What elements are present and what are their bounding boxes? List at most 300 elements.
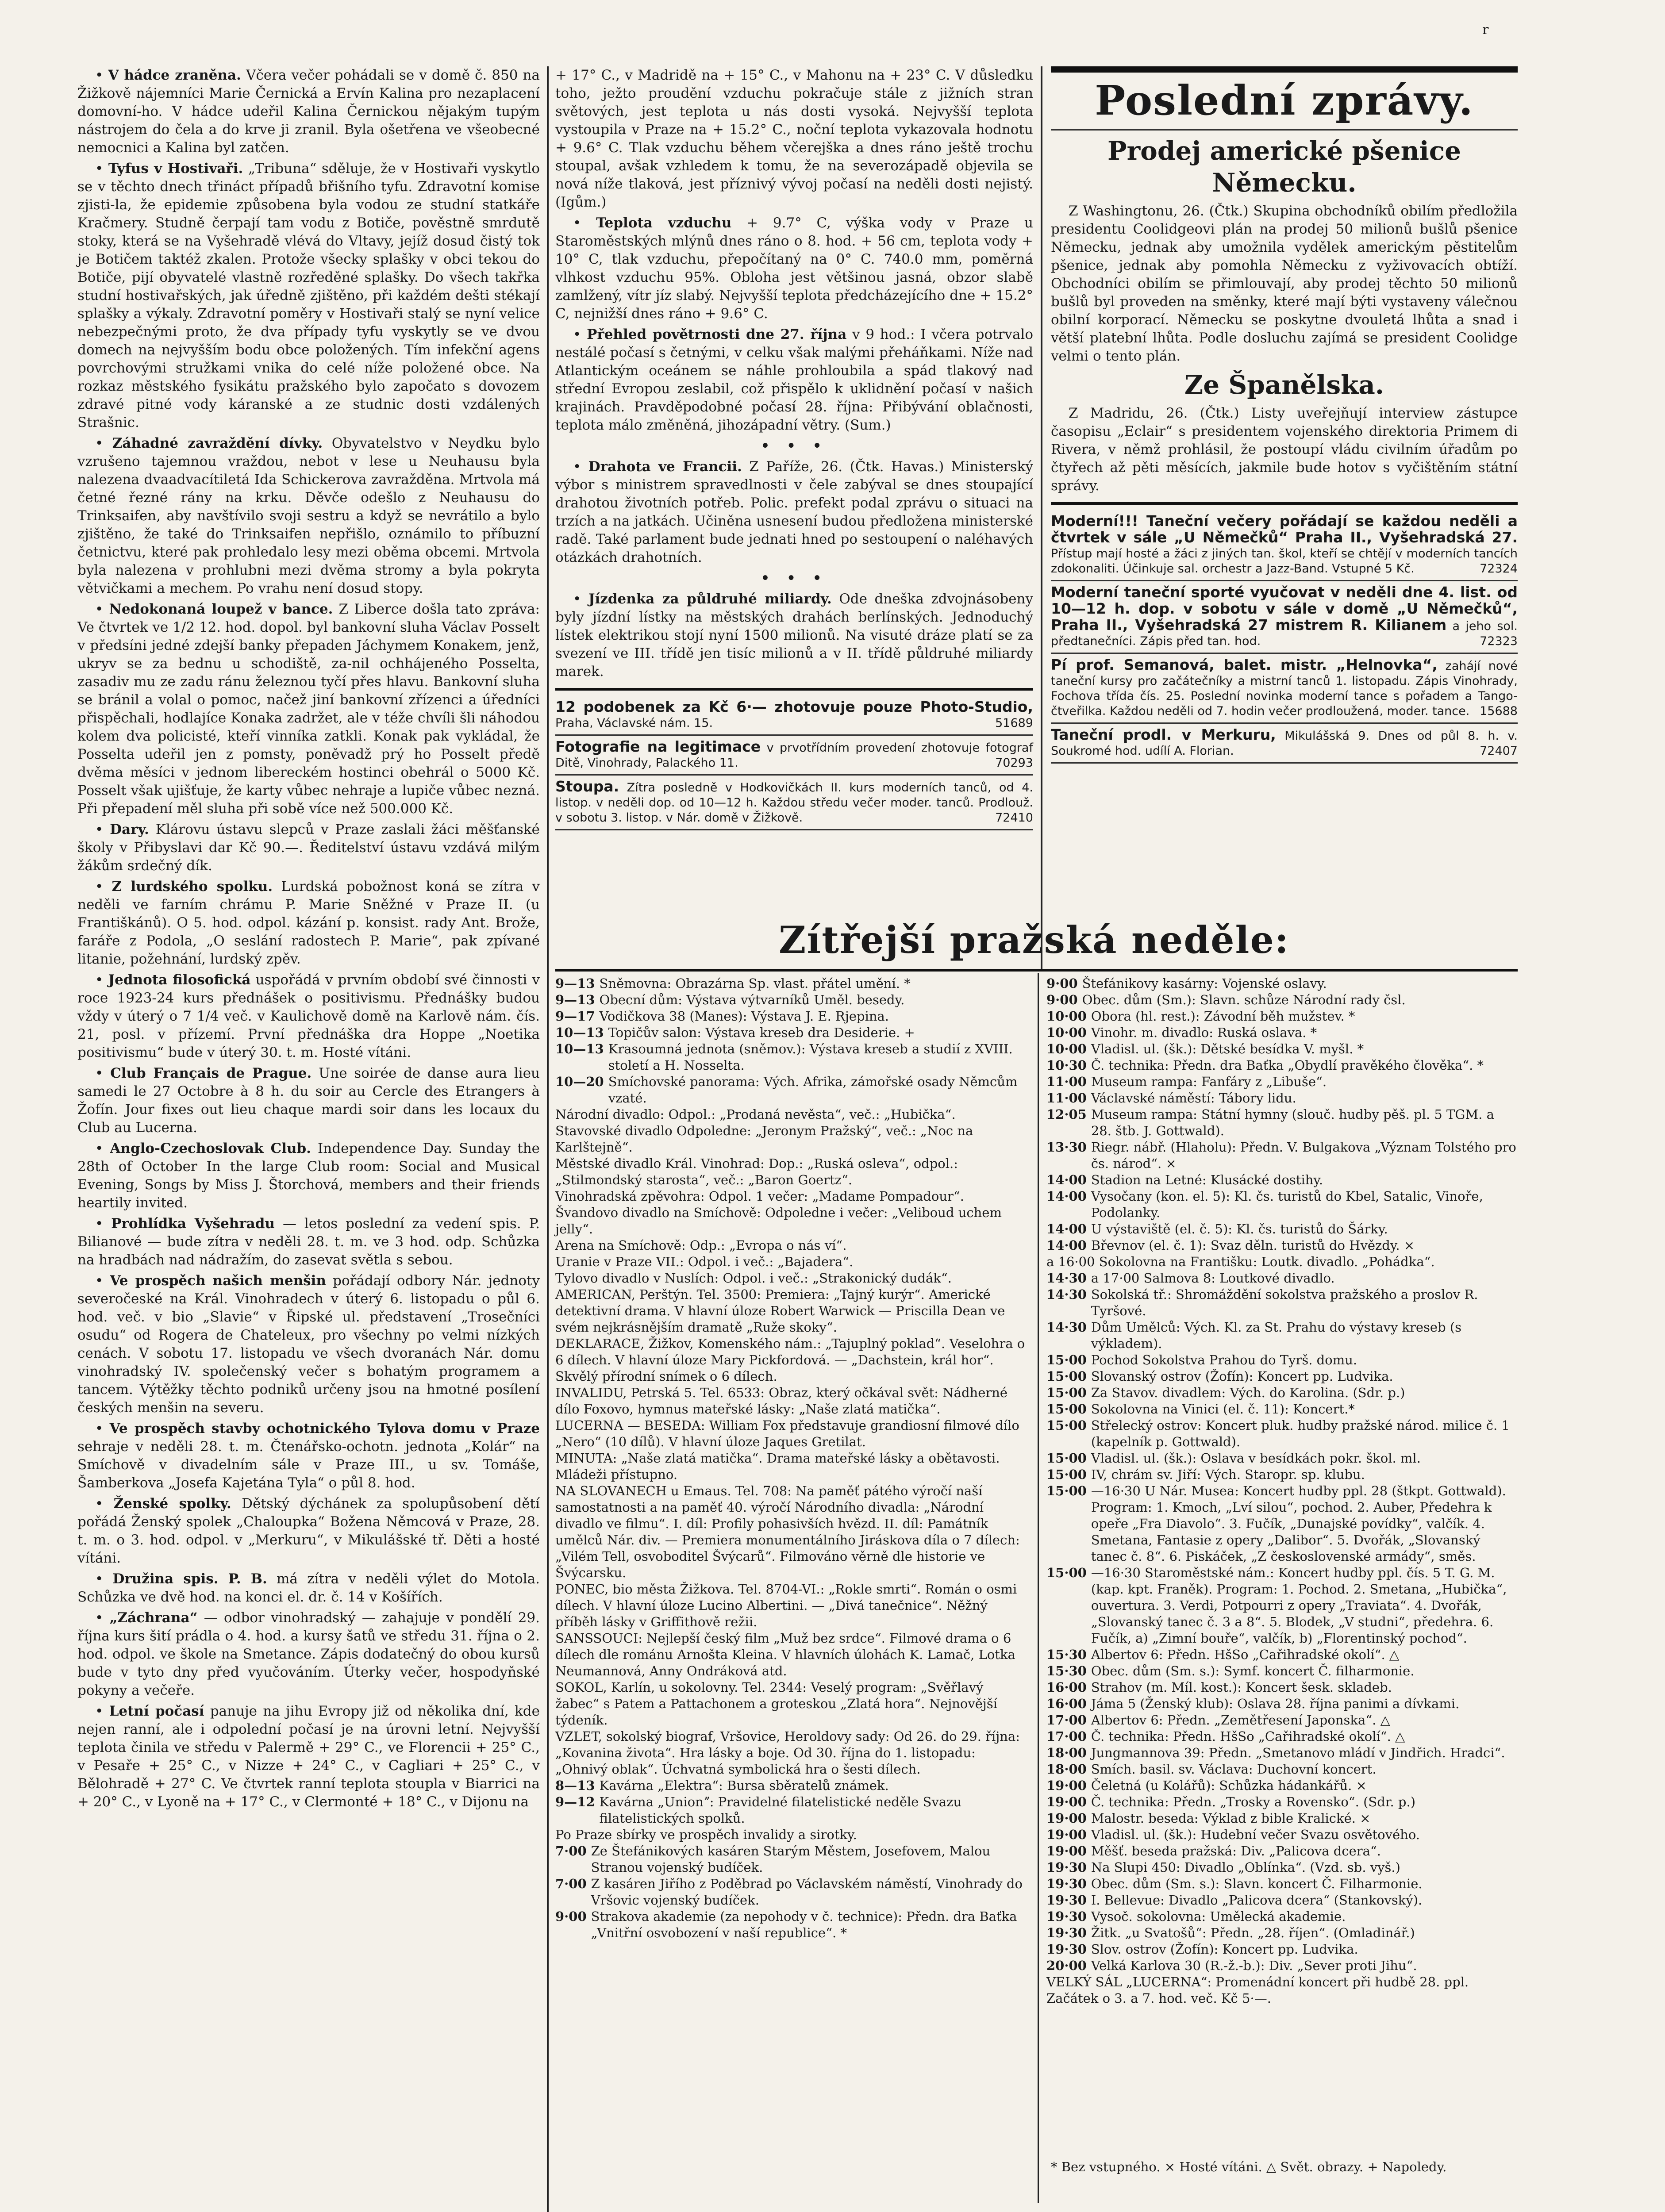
news-headline: Anglo-Czechoslovak Club. xyxy=(110,1141,311,1156)
program-entry xyxy=(555,1237,1029,1254)
program-entry xyxy=(555,975,1029,992)
program-entry xyxy=(555,1630,1029,1679)
news-headline: Dary. xyxy=(110,822,149,837)
program-text: Č. technika: Předn. HšSo „Cařihradské okolí“. △ xyxy=(1091,1729,1405,1744)
program-entry xyxy=(1046,1254,1518,1270)
program-entry xyxy=(1046,1401,1518,1417)
latest-news-title: Poslední zprávy. xyxy=(1095,77,1474,124)
program-entry xyxy=(1046,1074,1518,1090)
program-text: Sokolovna na Vinici (el. č. 11): Koncert.* xyxy=(1091,1402,1355,1417)
program-entry xyxy=(1046,1892,1518,1909)
program-time: 14·00 xyxy=(1046,1172,1087,1187)
program-text: Vysoč. sokolovna: Umělecká akademie. xyxy=(1091,1909,1346,1924)
program-time: 19·30 xyxy=(1046,1925,1087,1940)
program-entry xyxy=(1046,1188,1518,1221)
news-headline: Drahota ve Francii. xyxy=(588,459,742,475)
ad-number: 72324 xyxy=(1480,562,1518,576)
news-item: • Jednota filosofická uspořádá v prvním období své činnosti v roce 1923-24 kurs přednášek o positivismu. Přednášky budou vždy v úterý o 7 1/4 več. v Kaulichově domě na Karlově nám. čís. 21, posl. v přízemí. První přednáška dra Hoppe „Noetika positivismu“ bude v úterý 30. t. m. Hosté vítáni. xyxy=(77,972,540,1060)
sunday-section-title: Zítřejší pražská neděle: xyxy=(779,918,1289,962)
program-entry xyxy=(555,1450,1029,1483)
program-entry xyxy=(1046,1483,1518,1565)
program-time: 10—20 xyxy=(555,1074,604,1089)
program-entry xyxy=(555,1188,1029,1205)
news-headline: „Záchrana“ xyxy=(109,1610,198,1626)
middle-news-column xyxy=(555,66,1033,830)
program-entry xyxy=(1046,1925,1518,1941)
classified-ad xyxy=(555,736,1033,776)
program-text: Městské divadlo Král. Vinohrad: Dop.: „Ruská osleva“, odpol.: „Stilmondský starosta“, več.: „Baron Goertz“. xyxy=(555,1156,958,1187)
wheat-headline: Prodej americké pšenice Německu. xyxy=(1107,136,1461,198)
program-text: Malostr. beseda: Výklad z bible Kralické. × xyxy=(1091,1811,1371,1826)
classified-ad xyxy=(1051,654,1518,724)
classified-ad xyxy=(1051,581,1518,654)
divider xyxy=(555,688,1033,691)
program-text: Obec. dům (Sm. s.): Slavn. koncert Č. Filharmonie. xyxy=(1091,1876,1423,1891)
ad-text: zahájí nové taneční kursy pro začátečníky a mistrní tanců 1. listopadu. Zápis Vinohrady, Fochova třída čís. 25. Poslední novinka moderní tance s pořadem a Tango-čtveřilka. Každou neděli od 7. hodin večer prodloužená, moder. tance. xyxy=(1051,659,1518,718)
program-entry xyxy=(555,1581,1029,1630)
column-divider xyxy=(547,66,549,2212)
program-text: Ze Štefánikových kasáren Starým Městem, Josefovem, Malou Stranou vojenský budíček. xyxy=(591,1843,991,1875)
program-text: PONEC, bio města Žižkova. Tel. 8704-VI.: „Rokle smrti“. Román o osmi dílech. V hlavní úloze Lucino Albertini. — „Divá tanečnice“. Něžný příběh lásky v Griffithově režii. xyxy=(555,1582,1017,1629)
program-text: Obec. dům (Sm.): Slavn. schůze Národní rady čsl. xyxy=(1082,992,1406,1007)
program-text: Vinohradská zpěvohra: Odpol. 1 večer: „Madame Pompadour“. xyxy=(555,1189,964,1204)
program-entry xyxy=(555,1827,1029,1843)
program-entry xyxy=(1046,1745,1518,1761)
ad-text: v prvotřídním provedení zhotovuje fotograf Ditě, Vinohrady, Palackého 11. xyxy=(555,741,1033,770)
program-text: Sokolská tř.: Shromáždění sokolstva pražského a proslov R. Tyršové. xyxy=(1091,1287,1478,1318)
classified-ad xyxy=(555,696,1033,736)
program-text: Obecní dům: Výstava výtvarníků Uměl. besedy. xyxy=(599,992,905,1007)
program-time: 14·00 xyxy=(1046,1189,1087,1204)
program-entry xyxy=(1046,1761,1518,1778)
program-text: Štefánikovy kasárny: Vojenské oslavy. xyxy=(1082,976,1327,991)
program-text: Museum rampa: Státní hymny (slouč. hudby pěš. pl. 5 TGM. a 28. štb. J. Gottwald). xyxy=(1091,1107,1494,1138)
program-time: 7·00 xyxy=(555,1843,587,1859)
program-entry xyxy=(555,1270,1029,1286)
news-text: Obyvatelstvo v Neydku bylo vzrušeno tajemnou vraždou, nebot v lese u Neuhausu byla nalezena dvaadvacítiletá Ida Schickerova zavražděna. Mrtvola má četné řezné rány na krku. Děvče odešlo z Neuhausu do Trinksaifen, aby navštívilo svoji sestru a když se nevrátilo a bylo zjištěno, že také do Trinksaifen nepřišlo, oznámilo to příbuzní četnictvu, které pak prohledalo lesy mezi oběma obcemi. Mrtvola byla nalezena v prohlubni mezi dvěma stromy a byla pokryta větvičkami a mechem. Po vrahu není dosud stopy. xyxy=(77,435,540,596)
program-text: Kavárna „Elektra“: Bursa sběratelů známek. xyxy=(599,1778,889,1793)
program-text: Museum rampa: Fanfáry z „Libuše“. xyxy=(1091,1074,1327,1089)
news-item: • Prohlídka Vyšehradu — letos poslední za vedení spis. P. Bilianové — bude zítra v neděli 28. t. m. ve 3 hod. odp. Schůzka na hradbách nad nádražím, do zasevat světla s sebou. xyxy=(77,1216,540,1268)
program-text: NA SLOVANECH u Emaus. Tel. 708: Na paměť pátého výročí naší samostatnosti a na paměť 40. výročí Národního divadla: „Národní divadlo ve filmu“. I. díl: Profily pohasivších hvězd. II. díl: Památník umělců Nár. div. — Premiera monumentálního Jiráskova díla o 7 dílech: „Vilém Tell, osvoboditel Švýcarů“. Filmováno věrně dle historie ve Švýcarsku. xyxy=(555,1483,1020,1580)
program-time: 10—13 xyxy=(555,1025,604,1040)
program-time: 19·30 xyxy=(1046,1860,1087,1875)
program-time: 9—13 xyxy=(555,992,595,1007)
program-text: Velká Karlova 30 (R.-ž.-b.): Div. „Sever proti Jihu“. xyxy=(1091,1958,1417,1973)
news-text: — odbor vinohradský — zahajuje v pondělí 29. října kurs šití prádla o 4. hod. a kursy šatů ve středu 31. října o 2. hod. odpol. ve škole na Smetance. Zápis dodatečný do obou kursů bude v tyto dny před vyučováním. Úterky večer, hospodyňské pokyny a večeře. xyxy=(77,1610,540,1698)
news-headline: Ženské spolky. xyxy=(113,1496,231,1512)
program-text: Kavárna „Unionˮ: Pravidelné filatelistické neděle Svazu filatelistických spolků. xyxy=(599,1794,962,1826)
separator-dots: • • • xyxy=(761,438,828,454)
program-entry xyxy=(1046,1368,1518,1385)
ad-heading: Moderní!!! Taneční večery pořádají se každou neděli a čtvrtek v sále „U Němečků“ Praha II., Vyšehradská 27. xyxy=(1051,512,1518,546)
news-text: + 9.7° C, výška vody v Praze u Staroměstských mlýnů dnes ráno o 8. hod. + 56 cm, teplota vody + 10° C, tlak vzduchu, přepočítaný na 0° C. 740.0 mm, poměrná vlhkost vzduchu 95%. Obloha jest většinou jasná, obzor slabě zamlžený, vítr jíz slabý. Nejvyšší teplota předcházejícího dne + 15.2° C, nejnižší dnes ráno + 9.6° C. xyxy=(555,215,1033,322)
program-entry xyxy=(1046,1794,1518,1810)
program-text: a 17·00 Salmova 8: Loutkové divadlo. xyxy=(1091,1271,1335,1286)
divider xyxy=(1051,502,1518,505)
program-text: Po Praze sbírky ve prospěch invalidy a sirotky. xyxy=(555,1827,857,1842)
news-item: • Jízdenka za půldruhé miliardy. Ode dneška zdvojnásobeny byly jízdní lístky na městských drahách berlínských. Jednoduchý lístek elektrikou stojí nyní 1500 milionů. Na visuté dráze platí se za svezení ve III. třídě jen tisíc milionů a v II. třídě půldruhé miliardy marek. xyxy=(555,591,1033,680)
ad-heading: Pí prof. Semanová, balet. mistr. „Helnovka“, xyxy=(1051,656,1438,673)
program-time: 10·30 xyxy=(1046,1058,1087,1073)
program-entry xyxy=(1046,1859,1518,1876)
program-entry xyxy=(555,1123,1029,1156)
program-time: 19·00 xyxy=(1046,1811,1087,1826)
column-divider xyxy=(1041,66,1042,969)
ad-number: 15688 xyxy=(1480,704,1518,718)
program-text: Albertov 6: Předn. „Zemětřesení Japonska“. △ xyxy=(1091,1713,1390,1728)
program-time: 15·00 xyxy=(1046,1451,1087,1466)
program-entry xyxy=(555,1679,1029,1728)
program-text: LUCERNA — BESEDA: William Fox představuje grandiosní filmové dílo „Nero“ (10 dílů). V hlavní úloze Jaques Gretilat. xyxy=(555,1418,1019,1449)
program-text: U výstaviště (el. č. 5): Kl. čs. turistů do Šárky. xyxy=(1091,1221,1388,1237)
program-time: 15·00 xyxy=(1046,1352,1087,1367)
news-item: • Přehled povětrnosti dne 27. října v 9 hod.: I včera potrvalo nestálé počasí s četnými, v celku však malými přeháňkami. Níže nad Atlantickým oceánem se náhle prohloubila a spád tlakový nad střední Evropou zeslabil, což přispělo k uklidnění počasí v našich krajinách. Pravděpodobné počasí 28. října: Přibývání oblačnosti, teplota málo změněná, jihozápadní větry. (Sum.) xyxy=(555,326,1034,433)
program-text: —16·30 U Nár. Musea: Koncert hudby ppl. 28 (štkpt. Gottwald). Program: 1. Kmoch, „Lví silou“, pochod. 2. Auber, Předehra k opeře „Fra Diavolo“. 3. Fučík, „Dunajské povídky“, valčík. 4. Smetana, Fantasie z opery „Dalibor“. 5. Dvořák, „Slovanský tanec č. 8“. 6. Piskáček, „Z československé armády“, směs. xyxy=(1091,1483,1506,1564)
program-text: Vinohr. m. divadlo: Ruská oslava. * xyxy=(1091,1025,1317,1040)
program-text: AMERICAN, Perštýn. Tel. 3500: Premiera: „Tajný kurýr“. Americké detektivní drama. V hlavní úloze Robert Warwick — Priscilla Dean ve svém nejkrásnějším dramatě „Ruže skoky“. xyxy=(555,1287,1005,1335)
program-text: IV, chrám sv. Jiří: Vých. Staropr. sp. klubu. xyxy=(1091,1467,1365,1482)
program-time: 19·00 xyxy=(1046,1843,1087,1859)
program-time: 15·00 xyxy=(1046,1385,1087,1400)
program-entry xyxy=(1046,1237,1518,1254)
news-text: Une soirée de danse aura lieu samedi le 27 Octobre à 8 h. du soir au Cercle des Etrangers à Žofín. Jour fixes out lieu chaque mardi soir dans les locaux du Club au Lucerna. xyxy=(77,1065,540,1136)
program-text: Pochod Sokolstva Prahou do Tyrš. domu. xyxy=(1091,1352,1357,1367)
program-time: 17·00 xyxy=(1046,1729,1087,1744)
program-time: 15·00 xyxy=(1046,1467,1087,1482)
news-headline: Prohlídka Vyšehradu xyxy=(111,1216,275,1232)
program-text: Národní divadlo: Odpol.: „Prodaná nevěsta“, več.: „Hubička“. xyxy=(555,1107,956,1122)
program-entry xyxy=(555,1008,1029,1025)
program-entry xyxy=(1046,1450,1518,1467)
classified-ad xyxy=(1051,724,1518,764)
legend-note: * Bez vstupného. × Hosté vítáni. △ Svět. obrazy. + Napoledy. xyxy=(1051,2159,1447,2174)
program-entry xyxy=(1046,992,1518,1008)
news-text: má zítra v neděli výlet do Motola. Schůzka ve dvě hod. na konci el. dr. č. 14 v Košířích. xyxy=(77,1571,540,1605)
program-text: —16·30 Staroměstské nám.: Koncert hudby ppl. čís. 5 T. G. M. (kap. kpt. Franěk). Program: 1. Pochod. 2. Smetana, „Hubička“, ouvertura. 3. Verdi, Potpourri z opery „Traviata“. 4. Dvořák, „Slovanský tanec č. 3 a 8“. 5. Blodek, „V studni“, předehra. 6. Fučík, a) „Zimní bouře“, valčík, b) „Florentinský pochod“. xyxy=(1091,1565,1507,1646)
program-text: Jáma 5 (Ženský klub): Oslava 28. října panimi a dívkami. xyxy=(1091,1696,1460,1711)
news-item: • Drahota ve Francii. Z Paříže, 26. (Čtk. Havas.) Ministerský výbor s ministrem spravedlnosti v čele zabýval se dnes stoupající drahotou životních potřeb. Polic. prefekt podal zprávu o situaci na trzích a na jatkách. Učiněna usnesení budou předložena ministerské radě. Také parlament bude jednati hned po sestoupení o naléhavých otázkách drahotních. xyxy=(555,459,1034,565)
news-headline: Tyfus v Hostivaři. xyxy=(108,161,243,177)
ad-number: 70293 xyxy=(995,756,1033,770)
sunday-program-left xyxy=(555,975,1029,1941)
program-time: 9·00 xyxy=(555,1909,587,1924)
program-time: 18·00 xyxy=(1046,1762,1087,1777)
news-item: • Ve prospěch našich menšin pořádají odbory Nár. jednoty severočeské na Král. Vinohradech v úterý 6. listopadu o půl 6. hod. več. v bio „Slavie“ v Řipské ul. představení „Trosečníci osudu“ od Rogera de Chateleux, pro všechny po velmi nízkých cenách. V sobotu 17. listopadu ve všech dvoranách Nár. domu vinohradský IV. společenský večer s bohatým programem a tancem. Výtěžky těchto podniků určeny jsou na hmotné posílení českých menšin na severu. xyxy=(77,1273,540,1416)
program-time: 19·00 xyxy=(1046,1778,1087,1793)
program-text: Riegr. nábř. (Hlaholu): Předn. V. Bulgakova „Význam Tolstého pro čs. národ“. × xyxy=(1091,1140,1516,1171)
program-text: Jungmannova 39: Předn. „Smetanovo mládí v Jindřich. Hradci“. xyxy=(1091,1745,1505,1760)
left-news-column xyxy=(77,66,540,1814)
program-entry xyxy=(1046,1958,1518,1974)
program-time: 15·00 xyxy=(1046,1565,1087,1580)
program-entry xyxy=(1046,1663,1518,1679)
ad-heading: 12 podobenek za Kč 6·— zhotovuje pouze Photo-Studio, xyxy=(555,698,1033,715)
program-time: 15·30 xyxy=(1046,1647,1087,1662)
program-entry xyxy=(1046,1712,1518,1728)
program-text: Stadion na Letné: Klusácké dostihy. xyxy=(1091,1172,1323,1187)
program-entry xyxy=(1046,1106,1518,1139)
program-entry xyxy=(1046,1647,1518,1663)
program-entry xyxy=(1046,975,1518,992)
program-text: SOKOL, Karlín, u sokolovny. Tel. 2344: Veselý program: „Svěřlavý žabec“ s Patem a Pattachonem a groteskou „Zlatá hora“. Nejnovější týdeník. xyxy=(555,1680,998,1728)
program-time: 14·00 xyxy=(1046,1221,1087,1237)
program-text: Stavovské divadlo Odpoledne: „Jeronym Pražský“, več.: „Noc na Karlštejně“. xyxy=(555,1123,973,1155)
program-entry xyxy=(1046,1057,1518,1074)
program-entry xyxy=(555,1286,1029,1336)
news-item: • Club Français de Prague. Une soirée de danse aura lieu samedi le 27 Octobre à 8 h. du soir au Cercle des Etrangers à Žofín. Jour fixes out lieu chaque mardi soir dans les locaux du Club au Lucerna. xyxy=(77,1065,540,1136)
ad-text: Mikulášská 9. Dnes od půl 8. h. v. Soukromé hod. udílí A. Florian. xyxy=(1051,729,1518,758)
program-entry xyxy=(1046,1565,1518,1647)
column-divider xyxy=(1038,973,1039,2203)
program-text: a 16·00 Sokolovna na Františku: Loutk. divadlo. „Pohádka“. xyxy=(1046,1254,1435,1269)
program-entry xyxy=(1046,1025,1518,1041)
program-entry xyxy=(555,1778,1029,1794)
program-entry xyxy=(555,1876,1029,1909)
news-text: sehraje v neděli 28. t. m. Čtenářsko-ochotn. jednota „Kolár“ na Smíchově v divadelním sále v Praze III., u sv. Tomáše, Šamberkova „Josefa Kajetána Tyla“ o půl 8. hod. xyxy=(77,1439,540,1491)
news-headline: Letní počasí xyxy=(109,1703,204,1719)
ad-heading: Taneční prodl. v Merkuru, xyxy=(1051,726,1276,743)
program-text: Obec. dům (Sm. s.): Symf. koncert Č. filharmonie. xyxy=(1091,1663,1415,1678)
news-text: Ode dneška zdvojnásobeny byly jízdní lístky na městských drahách berlínských. Jednoduchý lístek elektrikou stojí nyní 1500 milionů. Na visuté dráze platí se za svezení ve III. třídě jen tisíc milionů a v II. třídě půldruhé miliardy marek. xyxy=(555,591,1033,680)
madrid-report: Z Madridu, 26. (Čtk.) Listy uveřejňují interview zástupce časopisu „Eclair“ s presidentem vojenského direktoria Primem di Rivera, v němž prohlásil, že postoupí vládu civilním úřadům po čtyřech až pěti měsících, jakmile bude hotov s vyčištěním státní správy. xyxy=(1051,405,1518,494)
news-text: Z Paříže, 26. (Čtk. Havas.) Ministerský výbor s ministrem spravedlnosti v čele zabýval se dnes stoupající drahotou životních potřeb. Polic. prefekt podal zprávu o situaci na trzích a na jatkách. Učiněna usnesení budou předložena ministerské radě. Také parlament bude jednati hned po sestoupení o naléhavých otázkách drahotních. xyxy=(555,459,1034,565)
program-text: Slov. ostrov (Žofín): Koncert pp. Ludvika. xyxy=(1091,1942,1358,1957)
program-entry xyxy=(555,1794,1029,1827)
ad-heading: Moderní taneční sporté vyučovat v neděli dne 4. list. od 10—12 h. dop. v sobotu v sále v domě „U Němečků“, Praha II., Vyšehradská 27 mistrem R. Kilianem xyxy=(1051,584,1518,634)
program-text: VELKÝ SÁL „LUCERNA“: Promenádní koncert při hudbě 28. ppl. Začátek o 3. a 7. hod. več. Kč 5·—. xyxy=(1046,1974,1469,2006)
program-entry xyxy=(555,1483,1029,1581)
program-time: 14·30 xyxy=(1046,1320,1087,1335)
program-time: 10—13 xyxy=(555,1041,604,1056)
ad-text: Praha, Václavské nám. 15. xyxy=(555,716,713,730)
program-time: 19·00 xyxy=(1046,1827,1087,1842)
news-headline: V hádce zraněna. xyxy=(108,67,241,83)
news-item: • Ve prospěch stavby ochotnického Tylova domu v Praze sehraje v neděli 28. t. m. Čtenářsko-ochotn. jednota „Kolár“ na Smíchově v divadelním sále v Praze III., u sv. Tomáše, Šamberkova „Josefa Kajetána Tyla“ o půl 8. hod. xyxy=(77,1421,540,1491)
program-entry xyxy=(555,1106,1029,1123)
program-time: 7·00 xyxy=(555,1876,587,1891)
program-text: Švandovo divadlo na Smíchově: Odpoledne i večer: „Veliboud uchem jelly“. xyxy=(555,1205,1002,1237)
program-entry xyxy=(555,1417,1029,1450)
ad-number: 72323 xyxy=(1480,634,1518,648)
news-text: Lurdská pobožnost koná se zítra v neděli ve farním chrámu P. Marie Sněžné v Praze II. (u Františkánů). O 5. hod. odpol. kázání p. konsist. rady Ant. Brože, faráře z Podola, „O seslání radostech P. Marie“, pak zpívané litanie, požehnání, lurdský zpěv. xyxy=(77,879,540,967)
program-time: 19·30 xyxy=(1046,1893,1087,1908)
program-entry xyxy=(555,1041,1029,1074)
news-text: Včera večer pohádali se v domě č. 850 na Žižkově nájemníci Marie Černická a Ervín Kalina pro nezaplacení domovní-ho. V hádce udeřil Kalina Černickou nějakým tupým nástrojem do čela a do krve ji zranil. Byla ošetřena ve všeobecné nemocnici a Kalina byl zatčen. xyxy=(77,67,540,156)
news-text: panuje na jihu Evropy již od několika dní, kde nejen ranní, ale i odpolední počasí je na úrovni letní. Nejvyšší teplota činila ve středu v Palermě + 29° C., ve Florencii + 25° C., v Pesaře + 25° C., v Nizze + 24° C., v Cagliari + 25° C., v Bělohradě + 27° C. Ve čtvrtek ranní teplota stoupla v Biarrici na + 20° C., v Lyoně na + 17° C., v Clermonté + 18° C., v Dijonu na xyxy=(77,1703,540,1810)
program-time: 17·00 xyxy=(1046,1713,1087,1728)
program-text: VZLET, sokolský biograf, Vršovice, Heroldovy sady: Od 26. do 29. října: „Kovanina života“. Hra lásky a boje. Od 30. října do 1. listopadu: „Ohnivý oblak“. Úchvatná symbolická hra o šesti dílech. xyxy=(555,1729,1020,1777)
ad-text: Přístup mají hosté a žáci z jiných tan. škol, kteří se chtějí v moderních tancích zdokonaliti. Účinkuje sal. orchestr a Jazz-Band. Vstupné 5 Kč. xyxy=(1051,547,1518,576)
program-entry xyxy=(555,1843,1029,1876)
program-entry xyxy=(1046,1467,1518,1483)
program-time: 10·00 xyxy=(1046,1009,1087,1024)
program-entry xyxy=(1046,1319,1518,1352)
program-time: 9—12 xyxy=(555,1794,595,1809)
news-text: uspořádá v prvním období své činnosti v roce 1923-24 kurs přednášek o positivismu. Přednášky budou vždy v úterý o 7 1/4 več. v Kaulichově domě na Karlově nám. čís. 21, posl. v přízemí. První přednáška dra Hoppe „Noetika positivismu“ bude v úterý 30. t. m. Hosté vítáni. xyxy=(77,972,540,1060)
news-text: „Tribuna“ sděluje, že v Hostivaři vyskytlo se v těchto dnech třináct případů břišního tyfu. Zdravotní komise zjisti-la, že epidemie způsobena byla vodou ze studní statkáře Kračmery. Studně čerpají tam vodu z Botiče, pověstně smrdutě stoky, která se na Vyšehradě vlévá do Vltavy, jejíž dosud čistý tok je Botičem taktéž zkalen. Protože všecky splašky v obci tekou do Botiče, pijí obyvatelé vlastně rozředěné splašky. Do všech takřka studní hostivařských, jak úředně zjištěno, při každém dešti stékají splašky a výkaly. Zdravotní poměry v Hostivaři stalý se nyní velice nebezpečnými proto, že dva případy tyfu vyskytly se ve dvou domech na nejvyšším bodu obce položených. Tím infekční agens povrchovými stružkami vnika do celé níže položené obce. Na rozkaz městského fysikátu pražského bylo započato s dovozem zdravé pitné vody káranské a ze studnic dosti vzdálených Strašnic. xyxy=(77,161,540,430)
program-time: 19·30 xyxy=(1046,1909,1087,1924)
program-time: 15·00 xyxy=(1046,1369,1087,1384)
program-text: Střelecký ostrov: Koncert pluk. hudby pražské národ. milice č. 1 (kapelník p. Gottwald). xyxy=(1091,1418,1510,1449)
spain-headline: Ze Španělska. xyxy=(1184,370,1384,400)
program-entry xyxy=(555,992,1029,1008)
program-text: Strakova akademie (za nepohody v č. technice): Předn. dra Baťka „Vnitřní osvobození v naší republice“. * xyxy=(591,1909,1017,1940)
news-item: • Z lurdského spolku. Lurdská pobožnost koná se zítra v neděli ve farním chrámu P. Marie Sněžné v Praze II. (u Františkánů). O 5. hod. odpol. kázání p. konsist. rady Ant. Brože, faráře z Podola, „O seslání radostech P. Marie“, pak zpívané litanie, požehnání, lurdský zpěv. xyxy=(77,879,540,967)
news-headline: Z lurdského spolku. xyxy=(112,879,273,895)
program-text: Vladisl. ul. (šk.): Hudební večer Svazu osvětového. xyxy=(1091,1827,1420,1842)
section-rule xyxy=(555,969,1518,972)
news-headline: Družina spis. P. B. xyxy=(112,1571,267,1587)
program-time: 15·00 xyxy=(1046,1418,1087,1433)
program-entry xyxy=(555,1025,1029,1041)
program-text: Smích. basil. sv. Václava: Duchovní koncert. xyxy=(1091,1762,1377,1777)
program-entry xyxy=(1046,1827,1518,1843)
program-text: Smíchovské panorama: Vých. Afrika, zámořské osady Němcům vzaté. xyxy=(608,1074,1018,1106)
program-text: Č. technika: Předn. „Trosky a Rovensko“. (Sdr. p.) xyxy=(1091,1794,1416,1809)
program-entry xyxy=(1046,1810,1518,1827)
program-text: Na Slupi 450: Divadlo „Oblínka“. (Vzd. sb. vyš.) xyxy=(1091,1860,1400,1875)
program-time: 16·00 xyxy=(1046,1680,1087,1695)
news-headline: Záhadné zavraždění dívky. xyxy=(112,435,323,451)
divider xyxy=(1051,129,1518,131)
program-text: Sněmovna: Obrazárna Sp. vlast. přátel umění. * xyxy=(599,976,911,991)
program-entry xyxy=(1046,1286,1518,1319)
news-item: • Anglo-Czechoslovak Club. Independence Day. Sunday the 28th of October In the large Club room: Social and Musical Evening, Songs by Miss J. Štorchová, members and their friends heartily invited. xyxy=(77,1141,540,1211)
program-entry xyxy=(555,1156,1029,1188)
news-headline: Ve prospěch stavby ochotnického Tylova domu v Praze xyxy=(109,1421,540,1436)
program-time: 9·00 xyxy=(1046,992,1078,1007)
classified-ad xyxy=(1051,510,1518,581)
program-entry xyxy=(555,1074,1029,1106)
news-text: — letos poslední za vedení spis. P. Bilianové — bude zítra v neděli 28. t. m. ve 3 hod. odp. Schůzka na hradbách nad nádražím, do zasevat světla s sebou. xyxy=(77,1216,540,1268)
program-entry xyxy=(1046,1139,1518,1172)
program-time: 19·00 xyxy=(1046,1794,1087,1809)
program-text: Tylovo divadlo v Nuslích: Odpol. i več.: „Strakonický dudák“. xyxy=(555,1271,952,1286)
news-item: • „Záchrana“ — odbor vinohradský — zahajuje v pondělí 29. října kurs šití prádla o 4. hod. a kursy šatů ve středu 31. října o 2. hod. odpol. ve škole na Smetance. Zápis dodatečný do obou kursů bude v tyto dny před vyučováním. Úterky večer, hospodyňské pokyny a večeře. xyxy=(77,1610,540,1698)
program-entry xyxy=(1046,1090,1518,1106)
program-entry xyxy=(1046,1696,1518,1712)
news-item xyxy=(555,66,1033,211)
program-entry xyxy=(1046,1679,1518,1696)
program-time: 9—17 xyxy=(555,1009,595,1024)
program-entry xyxy=(1046,1728,1518,1745)
ad-number: 51689 xyxy=(995,716,1033,730)
program-entry xyxy=(555,1336,1029,1385)
program-text: Měšť. beseda pražská: Div. „Palicova dcera“. xyxy=(1091,1843,1381,1859)
program-entry xyxy=(1046,1172,1518,1188)
program-time: 15·30 xyxy=(1046,1663,1087,1678)
program-time: 14·30 xyxy=(1046,1287,1087,1302)
program-time: 20·00 xyxy=(1046,1958,1087,1973)
news-item: • Nedokonaná loupež v bance. Z Liberce došla tato zpráva: Ve čtvrtek ve 1/2 12. hod. dopol. byl bankovní sluha Václav Posselt v předsíni jedné zdejší banky přepaden Jáchymem Konakem, jenž, ukryv se za bednu u schodiště, za-nil ochhájeného Posselta, zasadiv mu ze zadu ránu železnou tyčí přes hlavu. Bankovní sluha se bránil a volal o pomoc, načež jiní bankovní zřízenci a úředníci přispěchali, hodlajíce Konaka zadržet, ale v téže chvíli šli náhodou kolem dva policisté, kteří vinníka zatkli. Konak pak vykládal, že Posselta udeřil jen z pomsty, poněvadž prý ho Posselt předě dvěma měsíci v jednom libereckém hostinci obehrál o 5000 Kč. Posselt však ujišťuje, že karty vůbec nehraje a lupiče vůbec nezná. Při přepadení měl sluha při sobě více než 500.000 Kč. xyxy=(77,601,540,817)
ad-text: Zítra posledně v Hodkovičkách II. kurs moderních tanců, od 4. listop. v neděli dop. od 10—12 h. Každou středu večer moder. tanců. Prodlouž. v sobotu 3. listop. v Nár. domě v Žižkově. xyxy=(555,781,1033,825)
program-entry xyxy=(1046,1909,1518,1925)
program-text: Č. technika: Předn. dra Baťka „Obydlí pravěkého člověka“. * xyxy=(1091,1058,1484,1073)
program-text: Z kasáren Jiřího z Poděbrad po Václavském náměstí, Vinohrady do Vršovic vojenský budíček. xyxy=(591,1876,1023,1908)
news-item: • V hádce zraněna. Včera večer pohádali se v domě č. 850 na Žižkově nájemníci Marie Černická a Ervín Kalina pro nezaplacení domovní-ho. V hádce udeřil Kalina Černickou nějakým tupým nástrojem do čela a do krve ji zranil. Byla ošetřena ve všeobecné nemocnici a Kalina byl zatčen. xyxy=(77,67,540,156)
news-text: v 9 hod.: I včera potrvalo nestálé počasí s četnými, v celku však malými přeháňkami. Níže nad Atlantickým oceánem se náhle prohloubila a spád tlakový nad střední Evropou zeslabil, což přispělo k uklidnění počasí v našich krajinách. Pravděpodobné počasí 28. října: Přibývání oblačnosti, teplota málo změněná, jihozápadní větry. (Sum.) xyxy=(555,326,1034,433)
program-time: 18·00 xyxy=(1046,1745,1087,1760)
program-time: 9·00 xyxy=(1046,976,1078,991)
news-item: • Tyfus v Hostivaři. „Tribuna“ sděluje, že v Hostivaři vyskytlo se v těchto dnech třináct případů břišního tyfu. Zdravotní komise zjisti-la, že epidemie způsobena byla vodou ze studní statkáře Kračmery. Studně čerpají tam vodu z Botiče, pověstně smrdutě stoky, která se na Vyšehradě vlévá do Vltavy, jejíž dosud čistý tok je Botičem taktéž zkalen. Protože všecky splašky v obci tekou do Botiče, pijí obyvatelé vlastně rozředěné splašky. Do všech takřka studní hostivařských, jak úředně zjištěno, při každém dešti stékají splašky a výkaly. Zdravotní poměry v Hostivaři stalý se nyní velice nebezpečnými proto, že dva případy tyfu vyskytly se ve dvou domech na nejvyšším bodu obce položených. Tím infekční agens povrchovými stružkami vnika do celé níže položené obce. Na rozkaz městského fysikátu pražského bylo započato s dovozem zdravé pitné vody káranské a ze studnic dosti vzdálených Strašnic. xyxy=(77,161,540,430)
news-headline: Nedokonaná loupež v bance. xyxy=(109,601,333,617)
program-text: Topičův salon: Výstava kreseb dra Desiderie. + xyxy=(608,1025,915,1040)
ad-heading: Stoupa. xyxy=(555,778,619,795)
program-text: Žitk. „u Svatošů“: Předn. „28. říjen“. (Omladinář.) xyxy=(1091,1925,1415,1940)
news-item: • Teplota vzduchu + 9.7° C, výška vody v Praze u Staroměstských mlýnů dnes ráno o 8. hod. + 56 cm, teplota vody + 10° C, tlak vzduchu, přepočítaný na 0° C. 740.0 mm, poměrná vlhkost vzduchu 95%. Obloha jest většinou jasná, obzor slabě zamlžený, vítr jíz slabý. Nejvyšší teplota předcházejícího dne + 15.2° C, nejnižší dnes ráno + 9.6° C. xyxy=(555,215,1033,322)
news-headline: Jízdenka za půldruhé miliardy. xyxy=(588,591,832,607)
program-time: 14·00 xyxy=(1046,1238,1087,1253)
news-text: pořádají odbory Nár. jednoty severočeské na Král. Vinohradech v úterý 6. listopadu o půl 6. hod. več. v bio „Slavie“ v Řipské ul. představení „Trosečníci osudu“ od Rogera de Chateleux, pro všechny po velmi nízkých cenách. V sobotu 17. listopadu ve všech dvoranách Nár. domu vinohradský IV. společenský večer s bohatým programem a tancem. Výtěžky těchto podniků určeny jsou na hmotné posílení českých menšin na severu. xyxy=(77,1273,540,1416)
ad-heading: Fotografie na legitimace xyxy=(555,738,761,755)
program-text: Za Stavov. divadlem: Vých. do Karolina. (Sdr. p.) xyxy=(1091,1385,1405,1400)
program-time: 11·00 xyxy=(1046,1074,1087,1089)
program-entry xyxy=(555,1728,1029,1778)
program-text: Slovanský ostrov (Žofín): Koncert pp. Ludvika. xyxy=(1091,1369,1393,1384)
program-entry xyxy=(1046,1843,1518,1859)
program-text: Dům Umělců: Vých. Kl. za St. Prahu do výstavy kreseb (s výkladem). xyxy=(1091,1320,1462,1351)
program-time: 13·30 xyxy=(1046,1140,1087,1155)
program-time: 14·30 xyxy=(1046,1271,1087,1286)
news-headline: Ve prospěch našich menšin xyxy=(110,1273,326,1289)
latest-news-column xyxy=(1051,66,1518,764)
program-text: MINUTA: „Naše zlatá matička“. Drama mateřské lásky a obětavosti. Mládeži přístupno. xyxy=(555,1451,1000,1482)
program-time: 19·30 xyxy=(1046,1876,1087,1891)
program-entry xyxy=(1046,1876,1518,1892)
program-entry xyxy=(1046,1270,1518,1286)
program-entry xyxy=(1046,1417,1518,1450)
program-text: Vodičkova 38 (Manes): Výstava J. E. Rjepina. xyxy=(599,1009,889,1024)
program-entry xyxy=(555,1205,1029,1237)
program-time: 15·00 xyxy=(1046,1483,1087,1498)
program-text: Vladisl. ul. (šk.): Dětské besídka V. myšl. * xyxy=(1091,1041,1364,1056)
program-text: INVALIDU, Petrská 5. Tel. 6533: Obraz, který očkával svět: Nádherné dílo Foxovo, hymnus mateřské lásky: „Naše zlatá matička“. xyxy=(555,1385,1008,1417)
program-time: 16·00 xyxy=(1046,1696,1087,1711)
program-time: 10·00 xyxy=(1046,1041,1087,1056)
program-text: Uranie v Praze VII.: Odpol. i več.: „Bajadera“. xyxy=(555,1254,854,1269)
program-entry xyxy=(1046,1008,1518,1025)
program-entry xyxy=(555,1909,1029,1941)
classified-ad xyxy=(555,776,1033,830)
program-entry xyxy=(555,1254,1029,1270)
separator-dots: • • • xyxy=(761,570,828,586)
program-entry xyxy=(1046,1385,1518,1401)
program-text: Obora (hl. rest.): Závodní běh mužstev. * xyxy=(1091,1009,1355,1024)
program-entry xyxy=(1046,1041,1518,1057)
program-entry xyxy=(1046,1941,1518,1958)
program-text: Václavské náměstí: Tábory lidu. xyxy=(1091,1091,1296,1106)
news-text: Z Liberce došla tato zpráva: Ve čtvrtek ve 1/2 12. hod. dopol. byl bankovní sluha Václav Posselt v předsíni jedné zdejší banky přepaden Jáchymem Konakem, jenž, ukryv se za bednu u schodiště, za-nil ochhájeného Posselta, zasadiv mu ze zadu ránu železnou tyčí přes hlavu. Bankovní sluha se bránil a volal o pomoc, načež jiní bankovní zřízenci a úředníci přispěchali, hodlajíce Konaka zadržet, ale v téže chvíli šli náhodou kolem dva policisté, kteří vinníka zatkli. Konak pak vykládal, že Posselta udeřil jen z pomsty, poněvadž prý ho Posselt předě dvěma měsíci v jednom libereckém hostinci obehrál o 5000 Kč. Posselt však ujišťuje, že karty vůbec nehraje a lupiče vůbec nezná. Při přepadení měl sluha při sobě více než 500.000 Kč. xyxy=(77,601,540,817)
program-text: I. Bellevue: Divadlo „Palicova dcera“ (Stankovský). xyxy=(1091,1893,1423,1908)
news-text: + 17° C., v Madridě na + 15° C., v Mahonu na + 23° C. V důsledku toho, ježto proudění vzduchu pokračuje stále z jižních stran světových, jest teplota u nás dosti vysoká. Nejvyšší teplota vystoupila v Praze na + 15.2° C., noční teplota vykazovala hodnotu + 9.6° C. Tlak vzduchu během včerejška a dnes ráno ještě trochu stoupal, avšak vzhledem k tomu, že na severozápadě objevila se nová níže tlaková, jest příznivý vývoj počasí na neděli dosti nejistý. (Igům.) xyxy=(555,67,1033,210)
program-text: Strahov (m. Míl. kost.): Koncert šesk. skladeb. xyxy=(1091,1680,1392,1695)
program-time: 19·30 xyxy=(1046,1942,1087,1957)
news-text: Dětský dýchánek za spolupůsobení dětí pořádá Ženský spolek „Chaloupka“ Božena Němcová v Praze, 28. t. m. o 3. hod. odpol. v „Merkuru“, v Mikulášské tř. Děti a hosté vítáni. xyxy=(77,1496,540,1566)
latest-news-banner xyxy=(1051,66,1518,199)
news-text: Independence Day. Sunday the 28th of October In the large Club room: Social and Musical Evening, Songs by Miss J. Štorchová, members and their friends heartily invited. xyxy=(77,1141,540,1211)
corner-mark: r xyxy=(1482,22,1489,38)
program-time: 12·05 xyxy=(1046,1107,1087,1122)
news-item: • Družina spis. P. B. má zítra v neděli výlet do Motola. Schůzka ve dvě hod. na konci el. dr. č. 14 v Košířích. xyxy=(77,1571,540,1605)
program-text: SANSSOUCI: Nejlepší český film „Muž bez srdce“. Filmové drama o 6 dílech dle románu Arnošta Kleina. V hlavních úlohách K. Lamač, Lotka Neumannová, Anny Ondráková atd. xyxy=(555,1631,1015,1678)
program-text: Vysočany (kon. el. 5): Kl. čs. turistů do Kbel, Satalic, Vinoře, Podolanky. xyxy=(1091,1189,1483,1220)
program-time: 10·00 xyxy=(1046,1025,1087,1040)
program-entry xyxy=(1046,1778,1518,1794)
news-item: • Letní počasí panuje na jihu Evropy již od několika dní, kde nejen ranní, ale i odpolední počasí je na úrovni letní. Nejvyšší teplota činila ve středu v Palermě + 29° C., ve Florencii + 25° C., v Pesaře + 25° C., v Nizze + 24° C., v Cagliari + 25° C., v Bělohradě + 27° C. Ve čtvrtek ranní teplota stoupla v Biarrici na + 20° C., v Lyoně na + 17° C., v Clermonté + 18° C., v Dijonu na xyxy=(77,1703,540,1810)
news-item: • Záhadné zavraždění dívky. Obyvatelstvo v Neydku bylo vzrušeno tajemnou vraždou, nebot v lese u Neuhausu byla nalezena dvaadvacítiletá Ida Schickerova zavražděna. Mrtvola má četné řezné rány na krku. Děvče odešlo z Neuhausu do Trinksaifen, aby navštívilo svoji sestru a když se nevrátilo a bylo zjištěno, že také do Trinksaifen nepřišlo, oznámilo to příbuzní četnictvu, které pak prohledalo lesy mezi oběma obcemi. Mrtvola byla nalezena v prohlubni mezi dvěma stromy a byla pokryta větvičkami a mechem. Po vrahu není dosud stopy. xyxy=(77,435,540,596)
program-text: Břevnov (el. č. 1): Svaz děln. turistů do Hvězdy. × xyxy=(1091,1238,1415,1253)
